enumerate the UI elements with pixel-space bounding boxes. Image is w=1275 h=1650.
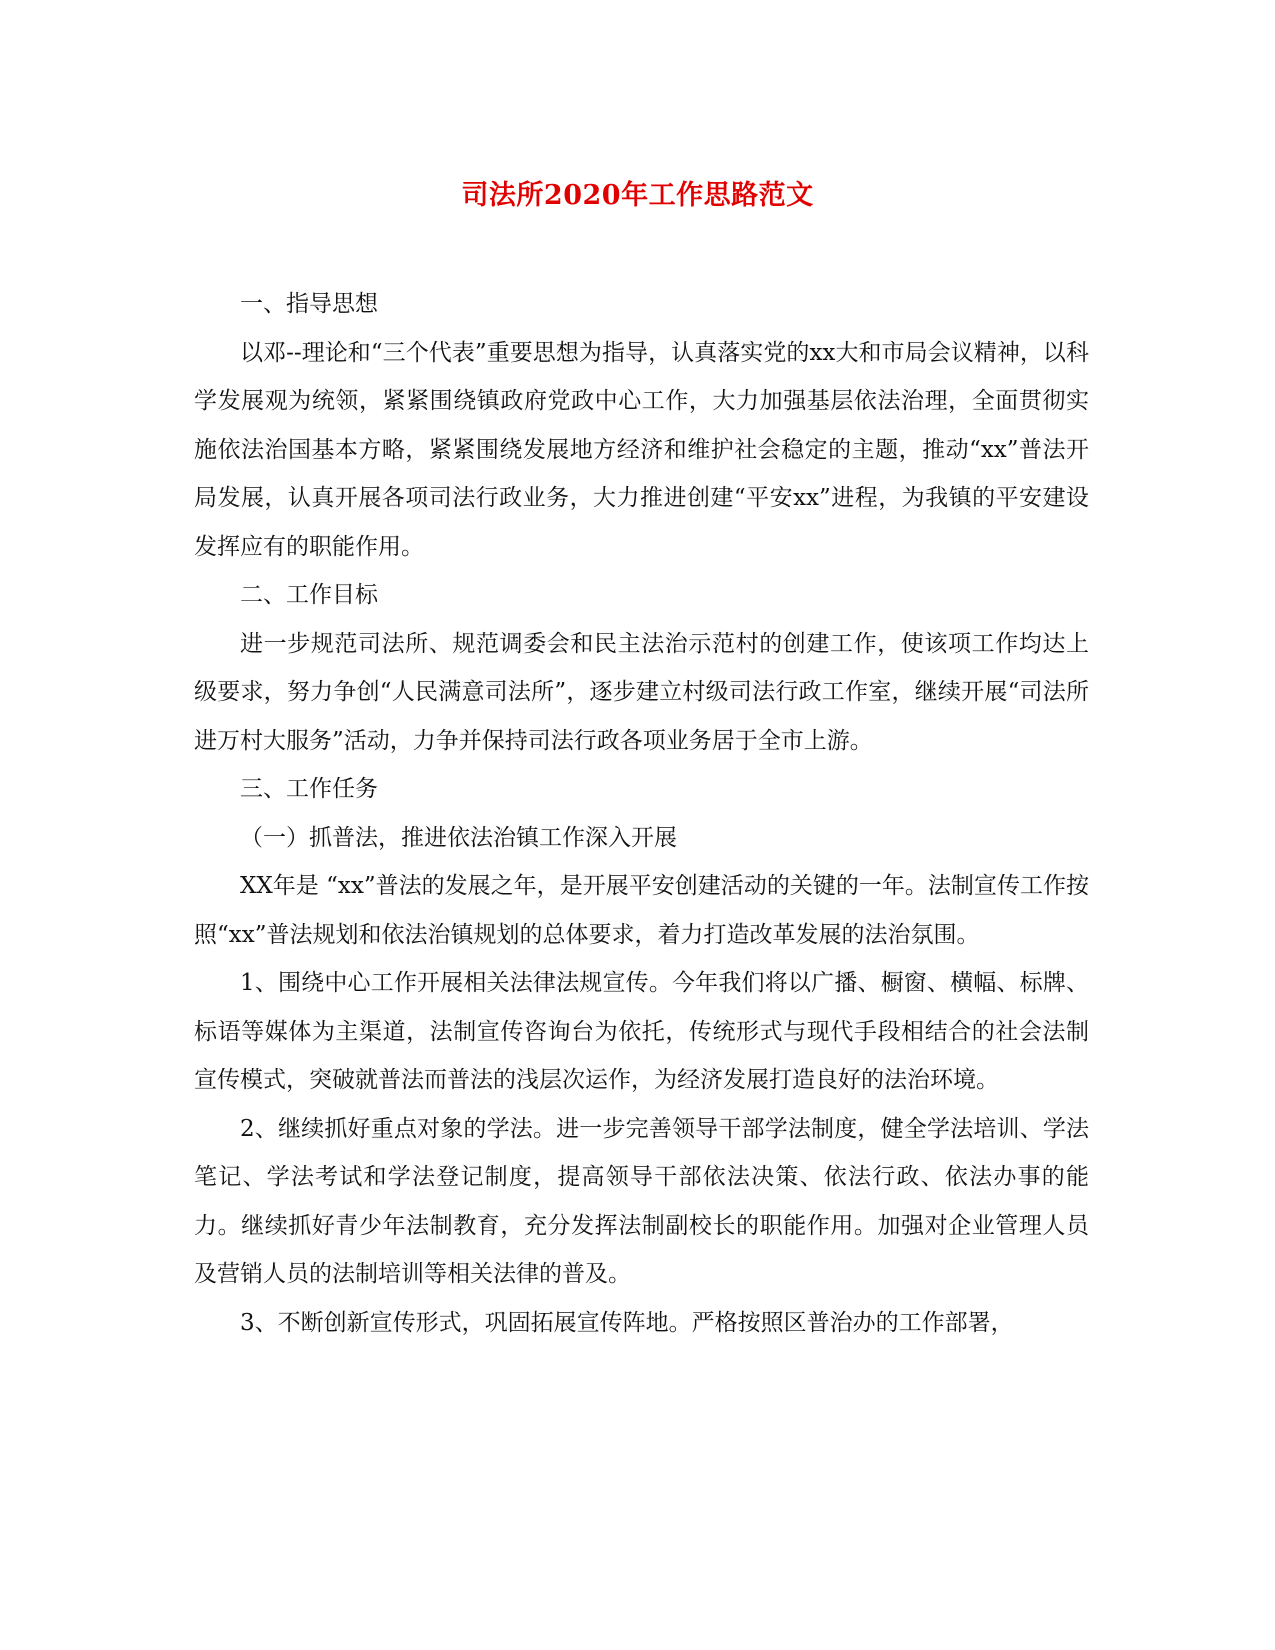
section-heading-work-goals: 二、工作目标 bbox=[240, 582, 378, 608]
paragraph-task-1: 1、围绕中心工作开展相关法律法规宣传。今年我们将以广播、橱窗、横幅、标牌、标语等媒体为主渠道，法制宣传咨询台为依托，传统形式与现代手段相结合的社会法制宣传模式，突破就普法而普法的浅层次运作，为经济发展打造良好的法治环境。 bbox=[194, 970, 1089, 1093]
paragraph-work-goals: 进一步规范司法所、规范调委会和民主法治示范村的创建工作，使该项工作均达上级要求，努力争创“人民满意司法所”，逐步建立村级司法行政工作室，继续开展“司法所进万村大服务”活动，力争并保持司法行政各项业务居于全市上游。 bbox=[194, 630, 1089, 754]
subsection-heading-legal-education: （一）抓普法，推进依法治镇工作深入开展 bbox=[240, 824, 677, 851]
section-heading-work-tasks: 三、工作任务 bbox=[240, 776, 378, 802]
section-heading-guiding-ideology: 一、指导思想 bbox=[240, 291, 378, 317]
paragraph-guiding-ideology: 以邓--理论和“三个代表”重要思想为指导，认真落实党的xx大和市局会议精神，以科学发展观为统领，紧紧围绕镇政府党政中心工作，大力加强基层依法治理，全面贯彻实施依法治国基本方略，紧紧围绕发展地方经济和维护社会稳定的主题，推动“xx”普法开局发展，认真开展各项司法行政业务，大力推进创建“平安xx”进程，为我镇的平安建设发挥应有的职能作用。 bbox=[194, 339, 1089, 560]
paragraph-legal-education-intro: XX年是 “xx”普法的发展之年，是开展平安创建活动的关键的一年。法制宣传工作按照“xx”普法规划和依法治镇规划的总体要求，着力打造改革发展的法治氛围。 bbox=[194, 873, 1089, 948]
document-body bbox=[194, 280, 1089, 1347]
paragraph-task-2: 2、继续抓好重点对象的学法。进一步完善领导干部学法制度，健全学法培训、学法笔记、学法考试和学法登记制度，提高领导干部依法决策、依法行政、依法办事的能力。继续抓好青少年法制教育，充分发挥法制副校长的职能作用。加强对企业管理人员及营销人员的法制培训等相关法律的普及。 bbox=[194, 1115, 1089, 1287]
paragraph-task-3: 3、不断创新宣传形式，巩固拓展宣传阵地。严格按照区普治办的工作部署， bbox=[240, 1309, 1014, 1336]
document-title: 司法所2020年工作思路范文 bbox=[461, 180, 814, 211]
